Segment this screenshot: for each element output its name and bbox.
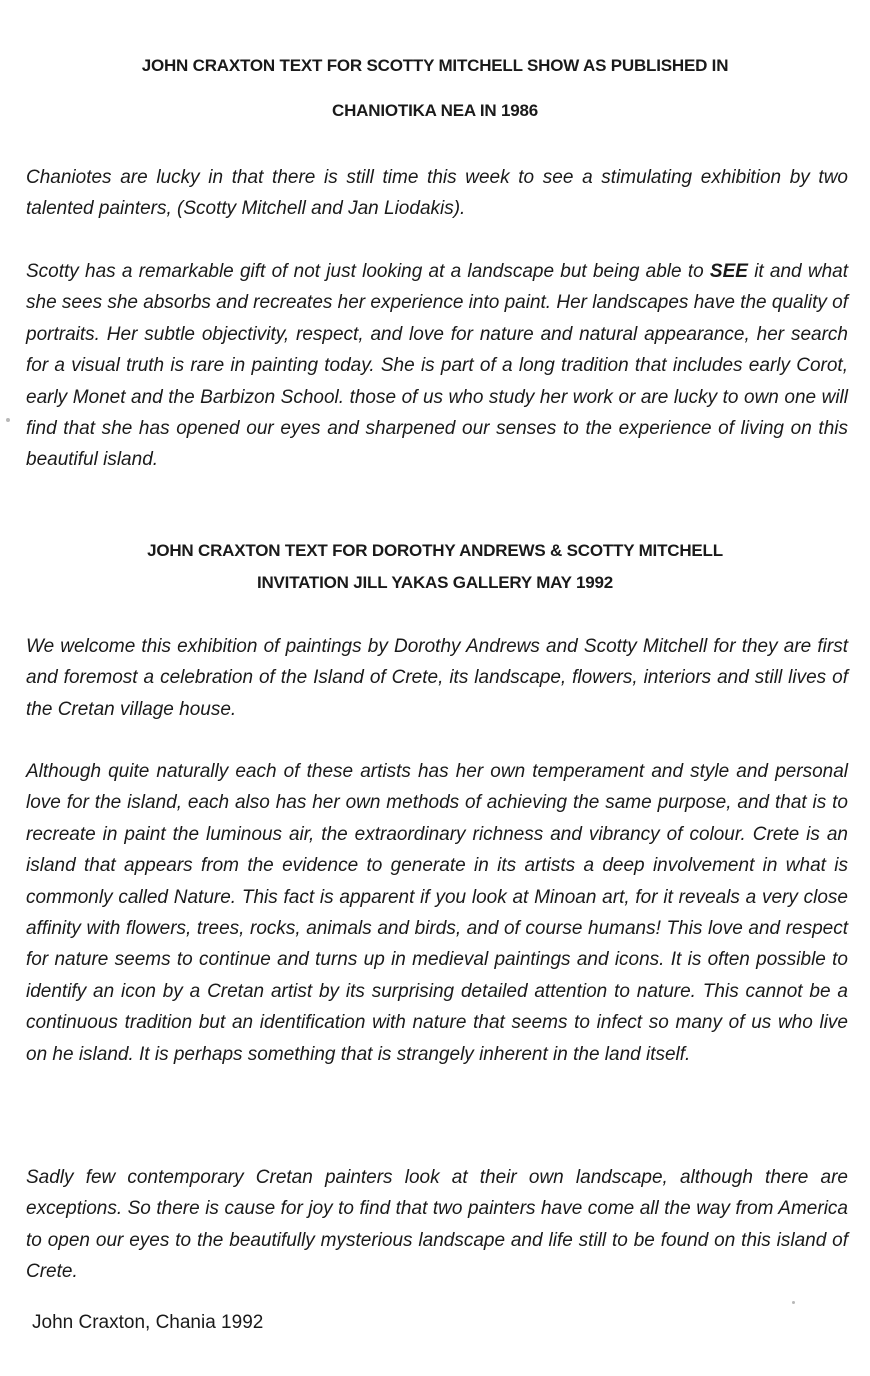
section1-paragraph1: Chaniotes are lucky in that there is still time this week to see a stimulating exhibition by two talented painters, (Scotty Mitchell and Jan Liodakis).: [26, 167, 848, 220]
section1-heading-line2: CHANIOTIKA NEA IN 1986: [332, 101, 538, 120]
section1-paragraph2: [26, 256, 848, 476]
section1-paragraph2-before: Scotty has a remarkable gift of not just looking at a landscape but being able to: [26, 261, 710, 282]
section1-paragraph2-after: it and what she sees she absorbs and recreates her experience into paint. Her landscapes have the quality of portraits. Her subtle objectivity, respect, and love for nature and natural appearance, her search for a visual truth is rare in painting today. She is part of a long tradition that includes early Corot, early Monet and the Barbizon School. those of us who study her work or are lucky to own one will find that she has opened our eyes and sharpened our senses to the experience of living on this beautiful island.: [26, 261, 848, 471]
signature: John Craxton, Chania 1992: [32, 1312, 264, 1333]
section1-paragraph2-emphasis: SEE: [709, 261, 748, 282]
scan-speck: [792, 1301, 795, 1304]
scan-speck: [6, 418, 10, 422]
section1-heading-line1: JOHN CRAXTON TEXT FOR SCOTTY MITCHELL SHOW AS PUBLISHED IN: [141, 56, 729, 75]
section2-heading-line1: JOHN CRAXTON TEXT FOR DOROTHY ANDREWS & SCOTTY MITCHELL: [147, 541, 723, 560]
section2-heading-line2: INVITATION JILL YAKAS GALLERY MAY 1992: [256, 573, 614, 592]
section2-paragraph3: Sadly few contemporary Cretan painters look at their own landscape, although there are exceptions. So there is cause for joy to find that two painters have come all the way from America to open our eyes to the beautifully mysterious landscape and life still to be found on this island of Crete.: [26, 1167, 848, 1283]
section2-paragraph1: We welcome this exhibition of paintings by Dorothy Andrews and Scotty Mitchell for they are first and foremost a celebration of the Island of Crete, its landscape, flowers, interiors and still lives of the Cretan village house.: [26, 636, 848, 720]
section2-paragraph2: Although quite naturally each of these artists has her own temperament and style and personal love for the island, each also has her own methods of achieving the same purpose, and that is to recreate in paint the luminous air, the extraordinary richness and vibrancy of colour. Crete is an island that appears from the evidence to generate in its artists a deep involvement in what is commonly called Nature. This fact is apparent if you look at Minoan art, for it reveals a very close affinity with flowers, trees, rocks, animals and birds, and of course humans! This love and respect for nature seems to continue and turns up in medieval paintings and icons. It is often possible to identify an icon by a Cretan artist by its surprising detailed attention to nature. This cannot be a continuous tradition but an identification with nature that seems to infect so many of us who live on he island. It is perhaps something that is strangely inherent in the land itself.: [26, 761, 848, 1065]
